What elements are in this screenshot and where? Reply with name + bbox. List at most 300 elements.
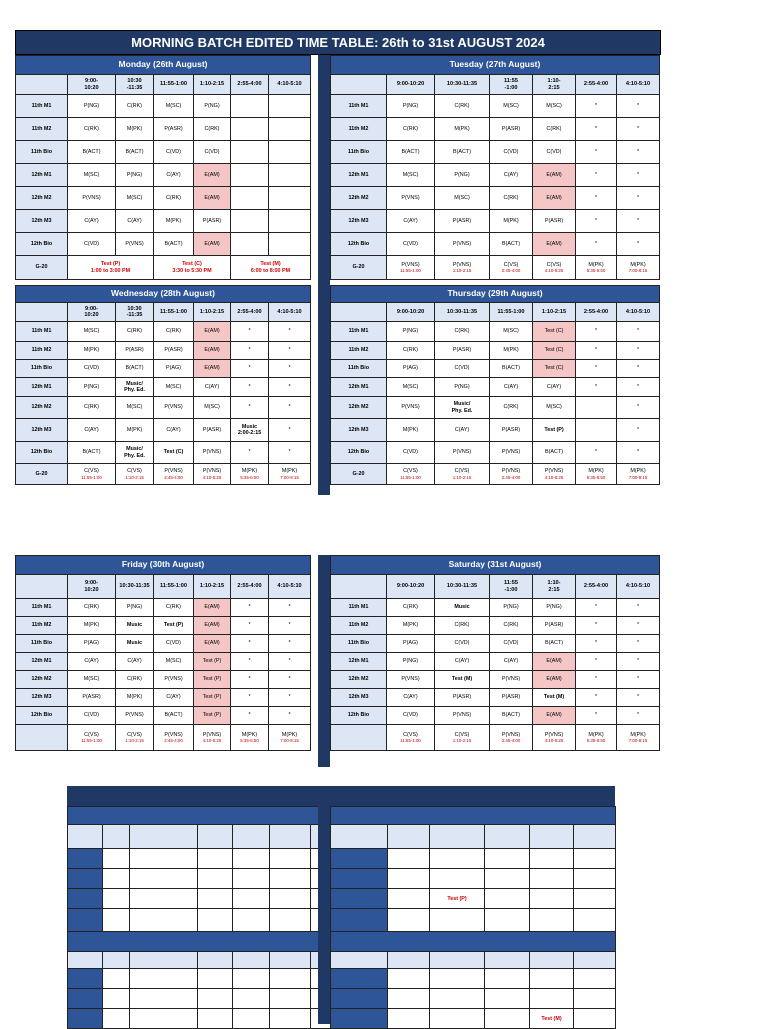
blank-cell bbox=[485, 1009, 530, 1029]
monday-g20-test-2 bbox=[154, 256, 231, 280]
blank-cell bbox=[198, 1009, 233, 1029]
g20-test-time: 1:00 to 3:00 PM bbox=[90, 267, 131, 274]
g20-subject: P(VNS) bbox=[501, 468, 521, 475]
wednesday-g20-label: G-20 bbox=[16, 464, 68, 485]
blank-cell bbox=[331, 869, 388, 889]
friday-period-cell: M(PK) bbox=[116, 689, 154, 707]
tuesday-period-cell: C(VD) bbox=[490, 141, 533, 164]
blank-cell bbox=[574, 952, 616, 969]
blank-cell bbox=[103, 825, 130, 849]
wednesday-period-cell: C(RK) bbox=[68, 397, 116, 419]
saturday-class-label: 12th M2 bbox=[331, 671, 387, 689]
blank-cell bbox=[485, 989, 530, 1009]
g20-time: 11:55-1:00 bbox=[400, 268, 421, 274]
g20-subject: P(VNS) bbox=[164, 731, 183, 738]
blank-cell bbox=[130, 1009, 198, 1029]
saturday-g20-cell bbox=[490, 725, 533, 751]
wednesday-g20-cell bbox=[269, 464, 311, 485]
tuesday-period-cell: E(AM) bbox=[533, 187, 576, 210]
g20-time: 1:10-2:15 bbox=[452, 738, 472, 744]
tuesday-period-cell: C(AY) bbox=[387, 210, 435, 233]
blank-cell bbox=[530, 989, 574, 1009]
tuesday-period-cell: * bbox=[617, 210, 660, 233]
monday-class-label: 11th M1 bbox=[16, 95, 68, 118]
friday-g20-cell bbox=[269, 725, 311, 751]
g20-time: 7:00-8:15 bbox=[280, 738, 299, 744]
monday-period-cell bbox=[231, 187, 269, 210]
thursday-period-cell: * bbox=[617, 322, 660, 342]
blank-cell bbox=[530, 909, 574, 932]
tuesday-period-cell: * bbox=[576, 164, 617, 187]
thursday-time-slot-3: 11:55-1:00 bbox=[490, 303, 533, 322]
friday-period-cell: M(SC) bbox=[68, 671, 116, 689]
friday-period-cell: Test (P) bbox=[194, 671, 231, 689]
saturday-period-cell: * bbox=[576, 617, 617, 635]
friday-class-label: 12th M2 bbox=[16, 671, 68, 689]
saturday-header-corner bbox=[331, 575, 387, 599]
thursday-g20-label: G-20 bbox=[331, 464, 387, 485]
monday-period-cell: C(RK) bbox=[116, 95, 154, 118]
tuesday-time-slot-6: 4:10-5:10 bbox=[617, 75, 660, 95]
blank-cell bbox=[574, 869, 616, 889]
monday-period-cell: E(AM) bbox=[194, 164, 231, 187]
thursday-period-cell: Test (C) bbox=[533, 322, 576, 342]
blank-cell bbox=[485, 825, 530, 849]
thursday-period-cell: C(AY) bbox=[435, 419, 490, 442]
g20-time: 4:10-5:25 bbox=[202, 474, 222, 480]
monday-timetable bbox=[15, 55, 311, 280]
saturday-period-cell: P(ASR) bbox=[490, 689, 533, 707]
column-separator bbox=[318, 285, 330, 495]
blank-cell bbox=[430, 1009, 485, 1029]
monday-period-cell: C(RK) bbox=[154, 187, 194, 210]
thursday-period-cell: C(AY) bbox=[533, 378, 576, 397]
blank-cell bbox=[530, 889, 574, 909]
tuesday-time-slot-2: 10:30-11:35 bbox=[435, 75, 490, 95]
wednesday-g20-cell bbox=[68, 464, 116, 485]
blank-template-left bbox=[67, 806, 355, 1029]
wednesday-period-cell: E(AM) bbox=[194, 322, 231, 342]
g20-time: 4:10-5:25 bbox=[202, 738, 222, 744]
blank-cell bbox=[198, 989, 233, 1009]
friday-time-slot-3: 11:55-1:00 bbox=[154, 575, 194, 599]
saturday-period-cell: C(VD) bbox=[435, 635, 490, 653]
blank-cell bbox=[430, 825, 485, 849]
thursday-period-cell: B(ACT) bbox=[533, 442, 576, 464]
friday-period-cell: * bbox=[231, 599, 269, 617]
blank-cell bbox=[68, 909, 103, 932]
wednesday-period-cell: M(SC) bbox=[194, 397, 231, 419]
friday-time-slot-5: 2:55-4:00 bbox=[231, 575, 269, 599]
friday-time-slot-1: 9:00- 10:20 bbox=[68, 575, 116, 599]
blank-cell bbox=[103, 849, 130, 869]
saturday-period-cell: C(VD) bbox=[387, 707, 435, 725]
g20-time: 2:45-4:00 bbox=[164, 474, 183, 480]
monday-time-slot-2: 10:30 -11:35 bbox=[116, 75, 154, 95]
tuesday-period-cell: P(NG) bbox=[435, 164, 490, 187]
monday-class-label: 12th M1 bbox=[16, 164, 68, 187]
blank-day-title bbox=[331, 932, 616, 952]
g20-subject: M(PK) bbox=[588, 468, 604, 475]
wednesday-g20-cell bbox=[116, 464, 154, 485]
blank-cell bbox=[130, 989, 198, 1009]
blank-cell bbox=[331, 989, 388, 1009]
blank-cell bbox=[68, 869, 103, 889]
saturday-class-label: 12th M1 bbox=[331, 653, 387, 671]
blank-cell bbox=[198, 909, 233, 932]
thursday-period-cell: M(SC) bbox=[387, 378, 435, 397]
wednesday-period-cell: * bbox=[269, 342, 311, 360]
tuesday-period-cell: B(ACT) bbox=[435, 141, 490, 164]
wednesday-period-cell: P(NG) bbox=[68, 378, 116, 397]
blank-cell bbox=[270, 869, 311, 889]
saturday-period-cell: * bbox=[576, 653, 617, 671]
thursday-g20-cell bbox=[576, 464, 617, 485]
g20-subject: C(VS) bbox=[503, 261, 519, 268]
wednesday-time-slot-5: 2:55-4:00 bbox=[231, 303, 269, 322]
friday-period-cell: * bbox=[269, 599, 311, 617]
saturday-period-cell: E(AM) bbox=[533, 671, 576, 689]
friday-period-cell: * bbox=[231, 671, 269, 689]
tuesday-period-cell: M(PK) bbox=[490, 210, 533, 233]
saturday-period-cell: C(VD) bbox=[490, 635, 533, 653]
thursday-period-cell: * bbox=[576, 360, 617, 378]
thursday-period-cell: * bbox=[576, 322, 617, 342]
blank-cell bbox=[270, 909, 311, 932]
blank-cell bbox=[430, 909, 485, 932]
thursday-period-cell: Test (C) bbox=[533, 342, 576, 360]
tuesday-period-cell: P(ASR) bbox=[490, 118, 533, 141]
monday-time-slot-6: 4:10-5:10 bbox=[269, 75, 311, 95]
friday-period-cell: * bbox=[231, 707, 269, 725]
g20-time: 2:45-4:00 bbox=[501, 474, 521, 480]
blank-cell bbox=[233, 952, 270, 969]
saturday-period-cell: * bbox=[617, 653, 660, 671]
g20-subject: M(PK) bbox=[630, 731, 646, 738]
wednesday-period-cell: M(SC) bbox=[116, 397, 154, 419]
thursday-time-slot-1: 9:00-10:20 bbox=[387, 303, 435, 322]
wednesday-time-slot-3: 11:55-1:00 bbox=[154, 303, 194, 322]
blank-cell: Test (M) bbox=[530, 1009, 574, 1029]
thursday-class-label: 12th Bio bbox=[331, 442, 387, 464]
blank-cell bbox=[574, 849, 616, 869]
blank-cell bbox=[388, 825, 430, 849]
friday-period-cell: E(AM) bbox=[194, 599, 231, 617]
tuesday-period-cell: * bbox=[576, 118, 617, 141]
friday-class-label: 12th Bio bbox=[16, 707, 68, 725]
tuesday-period-cell: * bbox=[576, 95, 617, 118]
tuesday-g20-cell bbox=[435, 256, 490, 280]
blank-cell bbox=[198, 825, 233, 849]
g20-time: 11:55-1:00 bbox=[81, 474, 102, 480]
g20-subject: C(VS) bbox=[84, 468, 99, 475]
blank-cell bbox=[68, 889, 103, 909]
thursday-period-cell: Test (P) bbox=[533, 419, 576, 442]
g20-subject: C(VS) bbox=[403, 731, 418, 738]
blank-cell bbox=[430, 849, 485, 869]
blank-cell bbox=[388, 889, 430, 909]
tuesday-period-cell: * bbox=[617, 164, 660, 187]
blank-cell bbox=[68, 825, 103, 849]
tuesday-period-cell: M(SC) bbox=[490, 95, 533, 118]
wednesday-period-cell: P(VNS) bbox=[154, 397, 194, 419]
saturday-period-cell: P(ASR) bbox=[435, 689, 490, 707]
tuesday-period-cell: P(ASR) bbox=[533, 210, 576, 233]
thursday-period-cell: C(VD) bbox=[387, 442, 435, 464]
wednesday-time-slot-2: 10:30 -11:35 bbox=[116, 303, 154, 322]
saturday-period-cell: Music bbox=[435, 599, 490, 617]
g20-subject: M(PK) bbox=[281, 468, 298, 475]
blank-cell bbox=[485, 952, 530, 969]
blank-cell bbox=[331, 825, 388, 849]
friday-period-cell: P(ASR) bbox=[68, 689, 116, 707]
g20-time: 7:00-8:15 bbox=[280, 474, 299, 480]
friday-g20-cell bbox=[116, 725, 154, 751]
tuesday-period-cell: E(AM) bbox=[533, 233, 576, 256]
monday-period-cell bbox=[269, 210, 311, 233]
saturday-time-slot-5: 2:55-4:00 bbox=[576, 575, 617, 599]
wednesday-period-cell: E(AM) bbox=[194, 360, 231, 378]
thursday-period-cell: C(RK) bbox=[490, 397, 533, 419]
g20-subject: M(PK) bbox=[630, 261, 646, 268]
thursday-period-cell: * bbox=[617, 360, 660, 378]
friday-period-cell: * bbox=[269, 617, 311, 635]
blank-cell bbox=[103, 869, 130, 889]
blank-cell bbox=[103, 909, 130, 932]
friday-g20-cell bbox=[231, 725, 269, 751]
blank-cell bbox=[233, 1009, 270, 1029]
thursday-period-cell: * bbox=[576, 442, 617, 464]
tuesday-class-label: 12th M1 bbox=[331, 164, 387, 187]
blank-cell bbox=[530, 869, 574, 889]
tuesday-g20-label: G-20 bbox=[331, 256, 387, 280]
blank-cell bbox=[331, 969, 388, 989]
tuesday-period-cell: * bbox=[617, 95, 660, 118]
friday-period-cell: * bbox=[269, 671, 311, 689]
saturday-period-cell: P(NG) bbox=[533, 599, 576, 617]
g20-time: 11:55-1:00 bbox=[400, 474, 421, 480]
g20-time: 4:10-5:25 bbox=[544, 474, 564, 480]
friday-class-label: 12th M3 bbox=[16, 689, 68, 707]
thursday-period-cell: P(AG) bbox=[387, 360, 435, 378]
thursday-class-label: 12th M2 bbox=[331, 397, 387, 419]
wednesday-period-cell: B(ACT) bbox=[68, 442, 116, 464]
blank-cell bbox=[103, 989, 130, 1009]
thursday-day-title: Thursday (29th August) bbox=[331, 286, 660, 303]
monday-period-cell: C(AY) bbox=[154, 164, 194, 187]
blank-cell bbox=[130, 889, 198, 909]
saturday-period-cell: P(NG) bbox=[387, 653, 435, 671]
friday-period-cell: * bbox=[231, 617, 269, 635]
thursday-g20-cell bbox=[435, 464, 490, 485]
blank-cell bbox=[331, 889, 388, 909]
monday-period-cell: C(VD) bbox=[154, 141, 194, 164]
wednesday-time-slot-1: 9:00- 10:20 bbox=[68, 303, 116, 322]
wednesday-period-cell: * bbox=[231, 322, 269, 342]
monday-class-label: 11th Bio bbox=[16, 141, 68, 164]
saturday-period-cell: * bbox=[576, 671, 617, 689]
blank-cell bbox=[430, 952, 485, 969]
wednesday-period-cell: C(VD) bbox=[68, 360, 116, 378]
friday-g20-cell bbox=[194, 725, 231, 751]
saturday-period-cell: Test (M) bbox=[533, 689, 576, 707]
monday-period-cell: P(NG) bbox=[194, 95, 231, 118]
saturday-class-label: 12th Bio bbox=[331, 707, 387, 725]
tuesday-period-cell: C(RK) bbox=[435, 95, 490, 118]
g20-subject: C(VS) bbox=[454, 468, 470, 475]
thursday-g20-cell bbox=[490, 464, 533, 485]
monday-period-cell: P(ASR) bbox=[154, 118, 194, 141]
thursday-period-cell: P(VNS) bbox=[387, 397, 435, 419]
saturday-g20-label bbox=[331, 725, 387, 751]
monday-period-cell bbox=[269, 95, 311, 118]
g20-time: 2:45-4:00 bbox=[164, 738, 183, 744]
friday-g20-cell bbox=[68, 725, 116, 751]
friday-g20-cell bbox=[154, 725, 194, 751]
tuesday-period-cell: C(VD) bbox=[533, 141, 576, 164]
blank-cell bbox=[198, 952, 233, 969]
wednesday-period-cell: M(SC) bbox=[154, 378, 194, 397]
friday-day-title: Friday (30th August) bbox=[16, 556, 311, 575]
friday-period-cell: * bbox=[269, 653, 311, 671]
g20-time: 4:10-5:25 bbox=[544, 738, 564, 744]
friday-period-cell: * bbox=[269, 707, 311, 725]
friday-period-cell: Test (P) bbox=[194, 653, 231, 671]
g20-time: 7:00-8:15 bbox=[628, 268, 648, 274]
saturday-period-cell: * bbox=[617, 671, 660, 689]
g20-time: 5:35-6:50 bbox=[240, 474, 259, 480]
tuesday-time-slot-4: 1:10- 2:15 bbox=[533, 75, 576, 95]
g20-test-name: Test (M) bbox=[260, 261, 281, 268]
friday-class-label: 11th M2 bbox=[16, 617, 68, 635]
monday-g20-label: G-20 bbox=[16, 256, 68, 280]
blank-cell bbox=[485, 849, 530, 869]
thursday-timetable bbox=[330, 285, 660, 485]
saturday-time-slot-2: 10:30-11:35 bbox=[435, 575, 490, 599]
saturday-period-cell: C(RK) bbox=[435, 617, 490, 635]
blank-cell bbox=[130, 969, 198, 989]
wednesday-period-cell: M(PK) bbox=[116, 419, 154, 442]
tuesday-g20-cell bbox=[533, 256, 576, 280]
g20-time: 7:00-8:15 bbox=[628, 738, 648, 744]
blank-cell: Test (P) bbox=[430, 889, 485, 909]
blank-cell bbox=[485, 909, 530, 932]
wednesday-period-cell: C(RK) bbox=[154, 322, 194, 342]
saturday-period-cell: C(AY) bbox=[490, 653, 533, 671]
saturday-period-cell: P(VNS) bbox=[490, 671, 533, 689]
blank-cell bbox=[574, 989, 616, 1009]
friday-period-cell: * bbox=[231, 653, 269, 671]
saturday-class-label: 11th Bio bbox=[331, 635, 387, 653]
thursday-period-cell: B(ACT) bbox=[490, 360, 533, 378]
monday-class-label: 12th M2 bbox=[16, 187, 68, 210]
g20-time: 1:10-2:15 bbox=[125, 738, 144, 744]
tuesday-class-label: 12th M2 bbox=[331, 187, 387, 210]
saturday-period-cell: * bbox=[617, 635, 660, 653]
monday-day-title: Monday (26th August) bbox=[16, 56, 311, 75]
monday-period-cell: P(VNS) bbox=[68, 187, 116, 210]
friday-period-cell: C(VD) bbox=[154, 635, 194, 653]
thursday-period-cell: * bbox=[617, 419, 660, 442]
tuesday-class-label: 11th M1 bbox=[331, 95, 387, 118]
saturday-period-cell: P(NG) bbox=[490, 599, 533, 617]
monday-time-slot-4: 1:10-2:15 bbox=[194, 75, 231, 95]
blank-template-right bbox=[330, 806, 616, 1029]
wednesday-period-cell: * bbox=[231, 378, 269, 397]
friday-period-cell: Test (P) bbox=[194, 707, 231, 725]
tuesday-period-cell: * bbox=[617, 187, 660, 210]
g20-time: 1:10-2:15 bbox=[125, 474, 144, 480]
monday-period-cell bbox=[269, 118, 311, 141]
saturday-period-cell: * bbox=[576, 599, 617, 617]
thursday-period-cell: * bbox=[617, 397, 660, 419]
blank-cell bbox=[331, 1009, 388, 1029]
friday-class-label: 11th Bio bbox=[16, 635, 68, 653]
thursday-g20-cell bbox=[533, 464, 576, 485]
blank-cell bbox=[530, 952, 574, 969]
friday-period-cell: C(VD) bbox=[68, 707, 116, 725]
thursday-g20-cell bbox=[387, 464, 435, 485]
thursday-time-slot-6: 4:10-5:10 bbox=[617, 303, 660, 322]
monday-period-cell: P(ASR) bbox=[194, 210, 231, 233]
g20-subject: C(VS) bbox=[546, 261, 562, 268]
friday-time-slot-6: 4:10-5:10 bbox=[269, 575, 311, 599]
g20-test-time: 6:00 to 8:00 PM bbox=[250, 267, 291, 274]
monday-period-cell: C(VD) bbox=[194, 141, 231, 164]
blank-cell bbox=[130, 909, 198, 932]
friday-period-cell: C(AY) bbox=[154, 689, 194, 707]
monday-header-corner bbox=[16, 75, 68, 95]
g20-subject: C(VS) bbox=[127, 731, 142, 738]
tuesday-period-cell: C(RK) bbox=[490, 187, 533, 210]
monday-period-cell: M(PK) bbox=[154, 210, 194, 233]
saturday-time-slot-4: 1:10- 2:15 bbox=[533, 575, 576, 599]
monday-period-cell: B(ACT) bbox=[154, 233, 194, 256]
blank-day-title bbox=[68, 807, 355, 825]
monday-class-label: 11th M2 bbox=[16, 118, 68, 141]
wednesday-period-cell: B(ACT) bbox=[116, 360, 154, 378]
timetable-title: MORNING BATCH EDITED TIME TABLE: 26th to 31st AUGUST 2024 bbox=[15, 30, 661, 55]
monday-period-cell: E(AM) bbox=[194, 233, 231, 256]
wednesday-period-cell: E(AM) bbox=[194, 342, 231, 360]
wednesday-period-cell: C(AY) bbox=[194, 378, 231, 397]
blank-cell bbox=[103, 952, 130, 969]
blank-template-banner bbox=[67, 786, 615, 806]
friday-period-cell: Music bbox=[116, 635, 154, 653]
saturday-class-label: 11th M2 bbox=[331, 617, 387, 635]
tuesday-period-cell: C(RK) bbox=[533, 118, 576, 141]
monday-period-cell bbox=[231, 210, 269, 233]
blank-cell bbox=[233, 969, 270, 989]
tuesday-g20-cell bbox=[617, 256, 660, 280]
wednesday-period-cell: M(PK) bbox=[68, 342, 116, 360]
monday-g20-test-1 bbox=[68, 256, 154, 280]
tuesday-time-slot-1: 9:00-10:20 bbox=[387, 75, 435, 95]
monday-period-cell: E(AM) bbox=[194, 187, 231, 210]
friday-period-cell: C(RK) bbox=[154, 599, 194, 617]
wednesday-period-cell: C(RK) bbox=[116, 322, 154, 342]
g20-subject: M(PK) bbox=[281, 731, 298, 738]
g20-time: 11:55-1:00 bbox=[81, 738, 102, 744]
g20-subject: C(VS) bbox=[403, 468, 418, 475]
column-separator bbox=[318, 555, 330, 767]
blank-cell bbox=[233, 849, 270, 869]
tuesday-period-cell: M(PK) bbox=[435, 118, 490, 141]
blank-cell bbox=[331, 909, 388, 932]
saturday-period-cell: P(AG) bbox=[387, 635, 435, 653]
monday-period-cell: P(VNS) bbox=[116, 233, 154, 256]
saturday-period-cell: C(AY) bbox=[387, 689, 435, 707]
